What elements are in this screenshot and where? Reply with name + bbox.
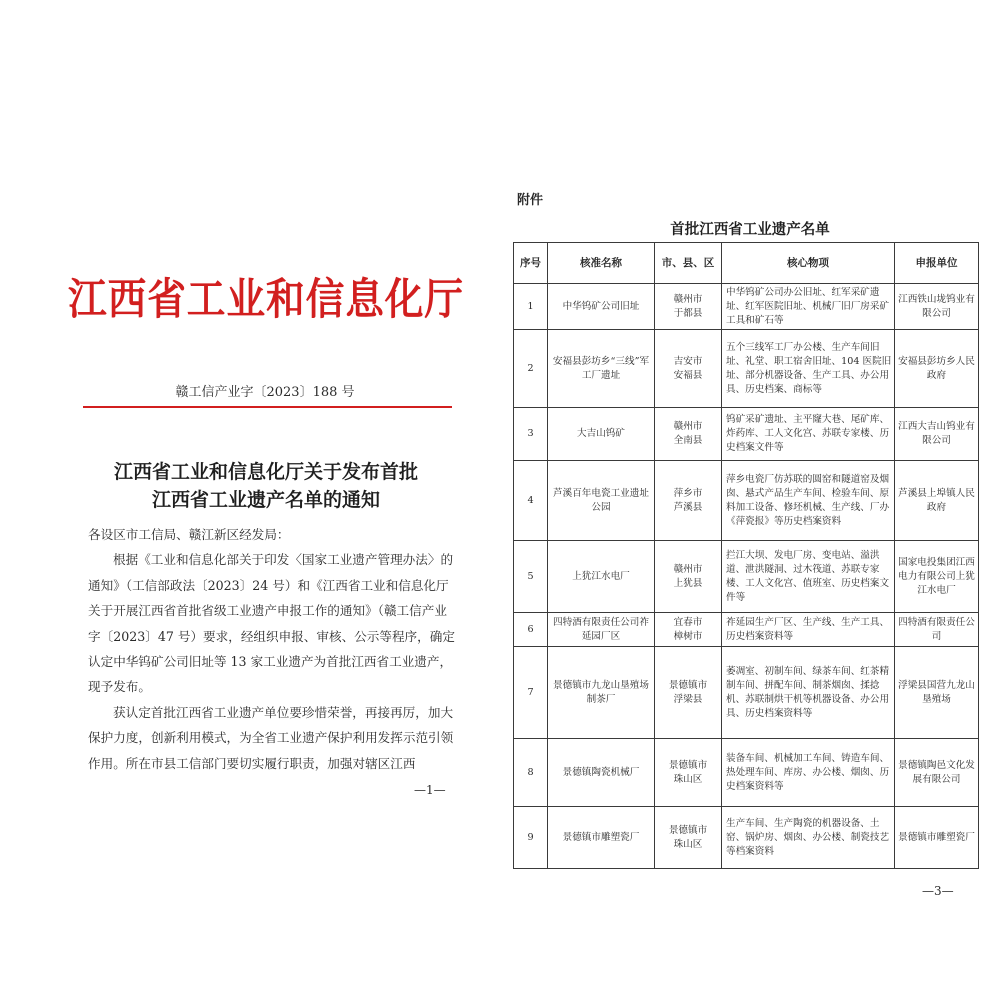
column-header-location: 市、县、区 — [655, 243, 722, 284]
cell-location: 赣州市 全南县 — [655, 408, 722, 461]
cell-name: 四特酒有限责任公司祚延园厂区 — [548, 613, 655, 647]
cell-number: 5 — [514, 541, 548, 613]
cell-location: 赣州市 于都县 — [655, 284, 722, 330]
cell-location: 景德镇市 珠山区 — [655, 807, 722, 869]
notice-title-line2: 江西省工业遗产名单的通知 — [151, 489, 380, 511]
red-divider-line — [83, 406, 452, 408]
cell-items: 中华钨矿公司办公旧址、红军采矿遗址、红军医院旧址、机械厂旧厂房采矿工具和矿石等 — [722, 284, 895, 330]
table-row — [514, 739, 979, 807]
cell-number: 6 — [514, 613, 548, 647]
notice-body — [88, 522, 455, 776]
cell-number: 1 — [514, 284, 548, 330]
cell-applicant: 安福县彭坊乡人民政府 — [895, 330, 979, 408]
cell-applicant: 景德镇市雕塑瓷厂 — [895, 807, 979, 869]
cell-items: 萍乡电瓷厂仿苏联的圆窑和隧道窑及烟囱、悬式产品生产车间、检验车间、原料加工设备、修坯机械、生产线、厂办《萍瓷报》等历史档案资料 — [722, 461, 895, 541]
cell-number: 7 — [514, 647, 548, 739]
left-page-number: —1— — [414, 783, 446, 797]
cell-location: 赣州市 上犹县 — [655, 541, 722, 613]
cell-name: 安福县彭坊乡“三线”军工厂遗址 — [548, 330, 655, 408]
cell-items: 装备车间、机械加工车间、铸造车间、热处理车间、库房、办公楼、烟囱、历史档案资料等 — [722, 739, 895, 807]
document-header: 江西省工业和信息化厅 — [68, 275, 464, 325]
cell-name: 芦溪百年电瓷工业遗址公园 — [548, 461, 655, 541]
cell-location: 萍乡市 芦溪县 — [655, 461, 722, 541]
table-header-row — [514, 243, 979, 284]
cell-items: 钨矿采矿遗址、主平窿大巷、尾矿库、炸药库、工人文化宫、苏联专家楼、历史档案文件等 — [722, 408, 895, 461]
attachment-label: 附件 — [517, 193, 544, 208]
cell-items: 拦江大坝、发电厂房、变电站、溢洪道、泄洪隧洞、过木筏道、苏联专家楼、工人文化宫、值班室、历史档案文件等 — [722, 541, 895, 613]
document-number: 赣工信产业字〔2023〕188 号 — [175, 385, 355, 400]
table-title: 首批江西省工业遗产名单 — [670, 221, 830, 238]
cell-applicant: 景德镇陶邑文化发展有限公司 — [895, 739, 979, 807]
cell-name: 大吉山钨矿 — [548, 408, 655, 461]
table-row — [514, 807, 979, 869]
cell-location: 吉安市 安福县 — [655, 330, 722, 408]
cell-items: 五个三线军工厂办公楼、生产车间旧址、礼堂、职工宿舍旧址、104 医院旧址、部分机器设备、生产工具、办公用具、历史档案、商标等 — [722, 330, 895, 408]
left-page — [0, 0, 490, 1000]
cell-applicant: 浮梁县国营九龙山垦殖场 — [895, 647, 979, 739]
notice-title-line1: 江西省工业和信息化厅关于发布首批 — [113, 461, 418, 483]
table-row — [514, 284, 979, 330]
cell-items: 生产车间、生产陶瓷的机器设备、土窑、锅炉房、烟囱、办公楼、制瓷技艺等档案资料 — [722, 807, 895, 869]
heritage-table — [513, 242, 979, 869]
cell-name: 上犹江水电厂 — [548, 541, 655, 613]
cell-applicant: 芦溪县上埠镇人民政府 — [895, 461, 979, 541]
cell-name: 景德镇陶瓷机械厂 — [548, 739, 655, 807]
cell-applicant: 江西铁山垅钨业有限公司 — [895, 284, 979, 330]
column-header-number: 序号 — [514, 243, 548, 284]
cell-applicant: 四特酒有限责任公司 — [895, 613, 979, 647]
salutation: 各设区市工信局、赣江新区经发局： — [88, 527, 290, 542]
right-page — [490, 0, 1000, 1000]
table-row — [514, 330, 979, 408]
table-row — [514, 408, 979, 461]
cell-location: 景德镇市 珠山区 — [655, 739, 722, 807]
cell-applicant: 江西大吉山钨业有限公司 — [895, 408, 979, 461]
table-row — [514, 647, 979, 739]
cell-name: 景德镇市九龙山垦殖场制茶厂 — [548, 647, 655, 739]
cell-number: 2 — [514, 330, 548, 408]
right-page-number: —3— — [922, 884, 954, 898]
table-row — [514, 461, 979, 541]
table-row — [514, 541, 979, 613]
cell-name: 景德镇市雕塑瓷厂 — [548, 807, 655, 869]
cell-location: 景德镇市 浮梁县 — [655, 647, 722, 739]
cell-number: 8 — [514, 739, 548, 807]
cell-items: 祚延园生产厂区、生产线、生产工具、历史档案资料等 — [722, 613, 895, 647]
body-paragraph-2: 获认定首批江西省工业遗产单位要珍惜荣誉，再接再厉，加大保护力度，创新利用模式，为全省工业遗产保护利用发挥示范引领作用。所在市县工信部门要切实履行职责，加强对辖区江西 — [88, 704, 454, 771]
cell-number: 4 — [514, 461, 548, 541]
cell-name: 中华钨矿公司旧址 — [548, 284, 655, 330]
cell-number: 9 — [514, 807, 548, 869]
cell-items: 萎凋室、初制车间、绿茶车间、红茶精制车间、拼配车间、制茶烟囱、揉捻机、苏联制烘干机等机器设备、办公用具、历史档案资料等 — [722, 647, 895, 739]
cell-number: 3 — [514, 408, 548, 461]
table-body — [514, 284, 979, 869]
column-header-name: 核准名称 — [548, 243, 655, 284]
notice-title — [80, 458, 452, 514]
column-header-items: 核心物项 — [722, 243, 895, 284]
cell-location: 宜春市 樟树市 — [655, 613, 722, 647]
table-row — [514, 613, 979, 647]
body-paragraph-1: 根据《工业和信息化部关于印发〈国家工业遗产管理办法〉的通知》（工信部政法〔2023〕24 号）和《江西省工业和信息化厅关于开展江西省首批省级工业遗产申报工作的通知》（赣工信产业字〔2023〕47 号）要求，经组织申报、审核、公示等程序，确定认定中华钨矿公司旧址等 13 家工业遗产为首批江西省工业遗产，现予发布。 — [88, 552, 455, 695]
cell-applicant: 国家电投集团江西电力有限公司上犹江水电厂 — [895, 541, 979, 613]
column-header-applicant: 申报单位 — [895, 243, 979, 284]
